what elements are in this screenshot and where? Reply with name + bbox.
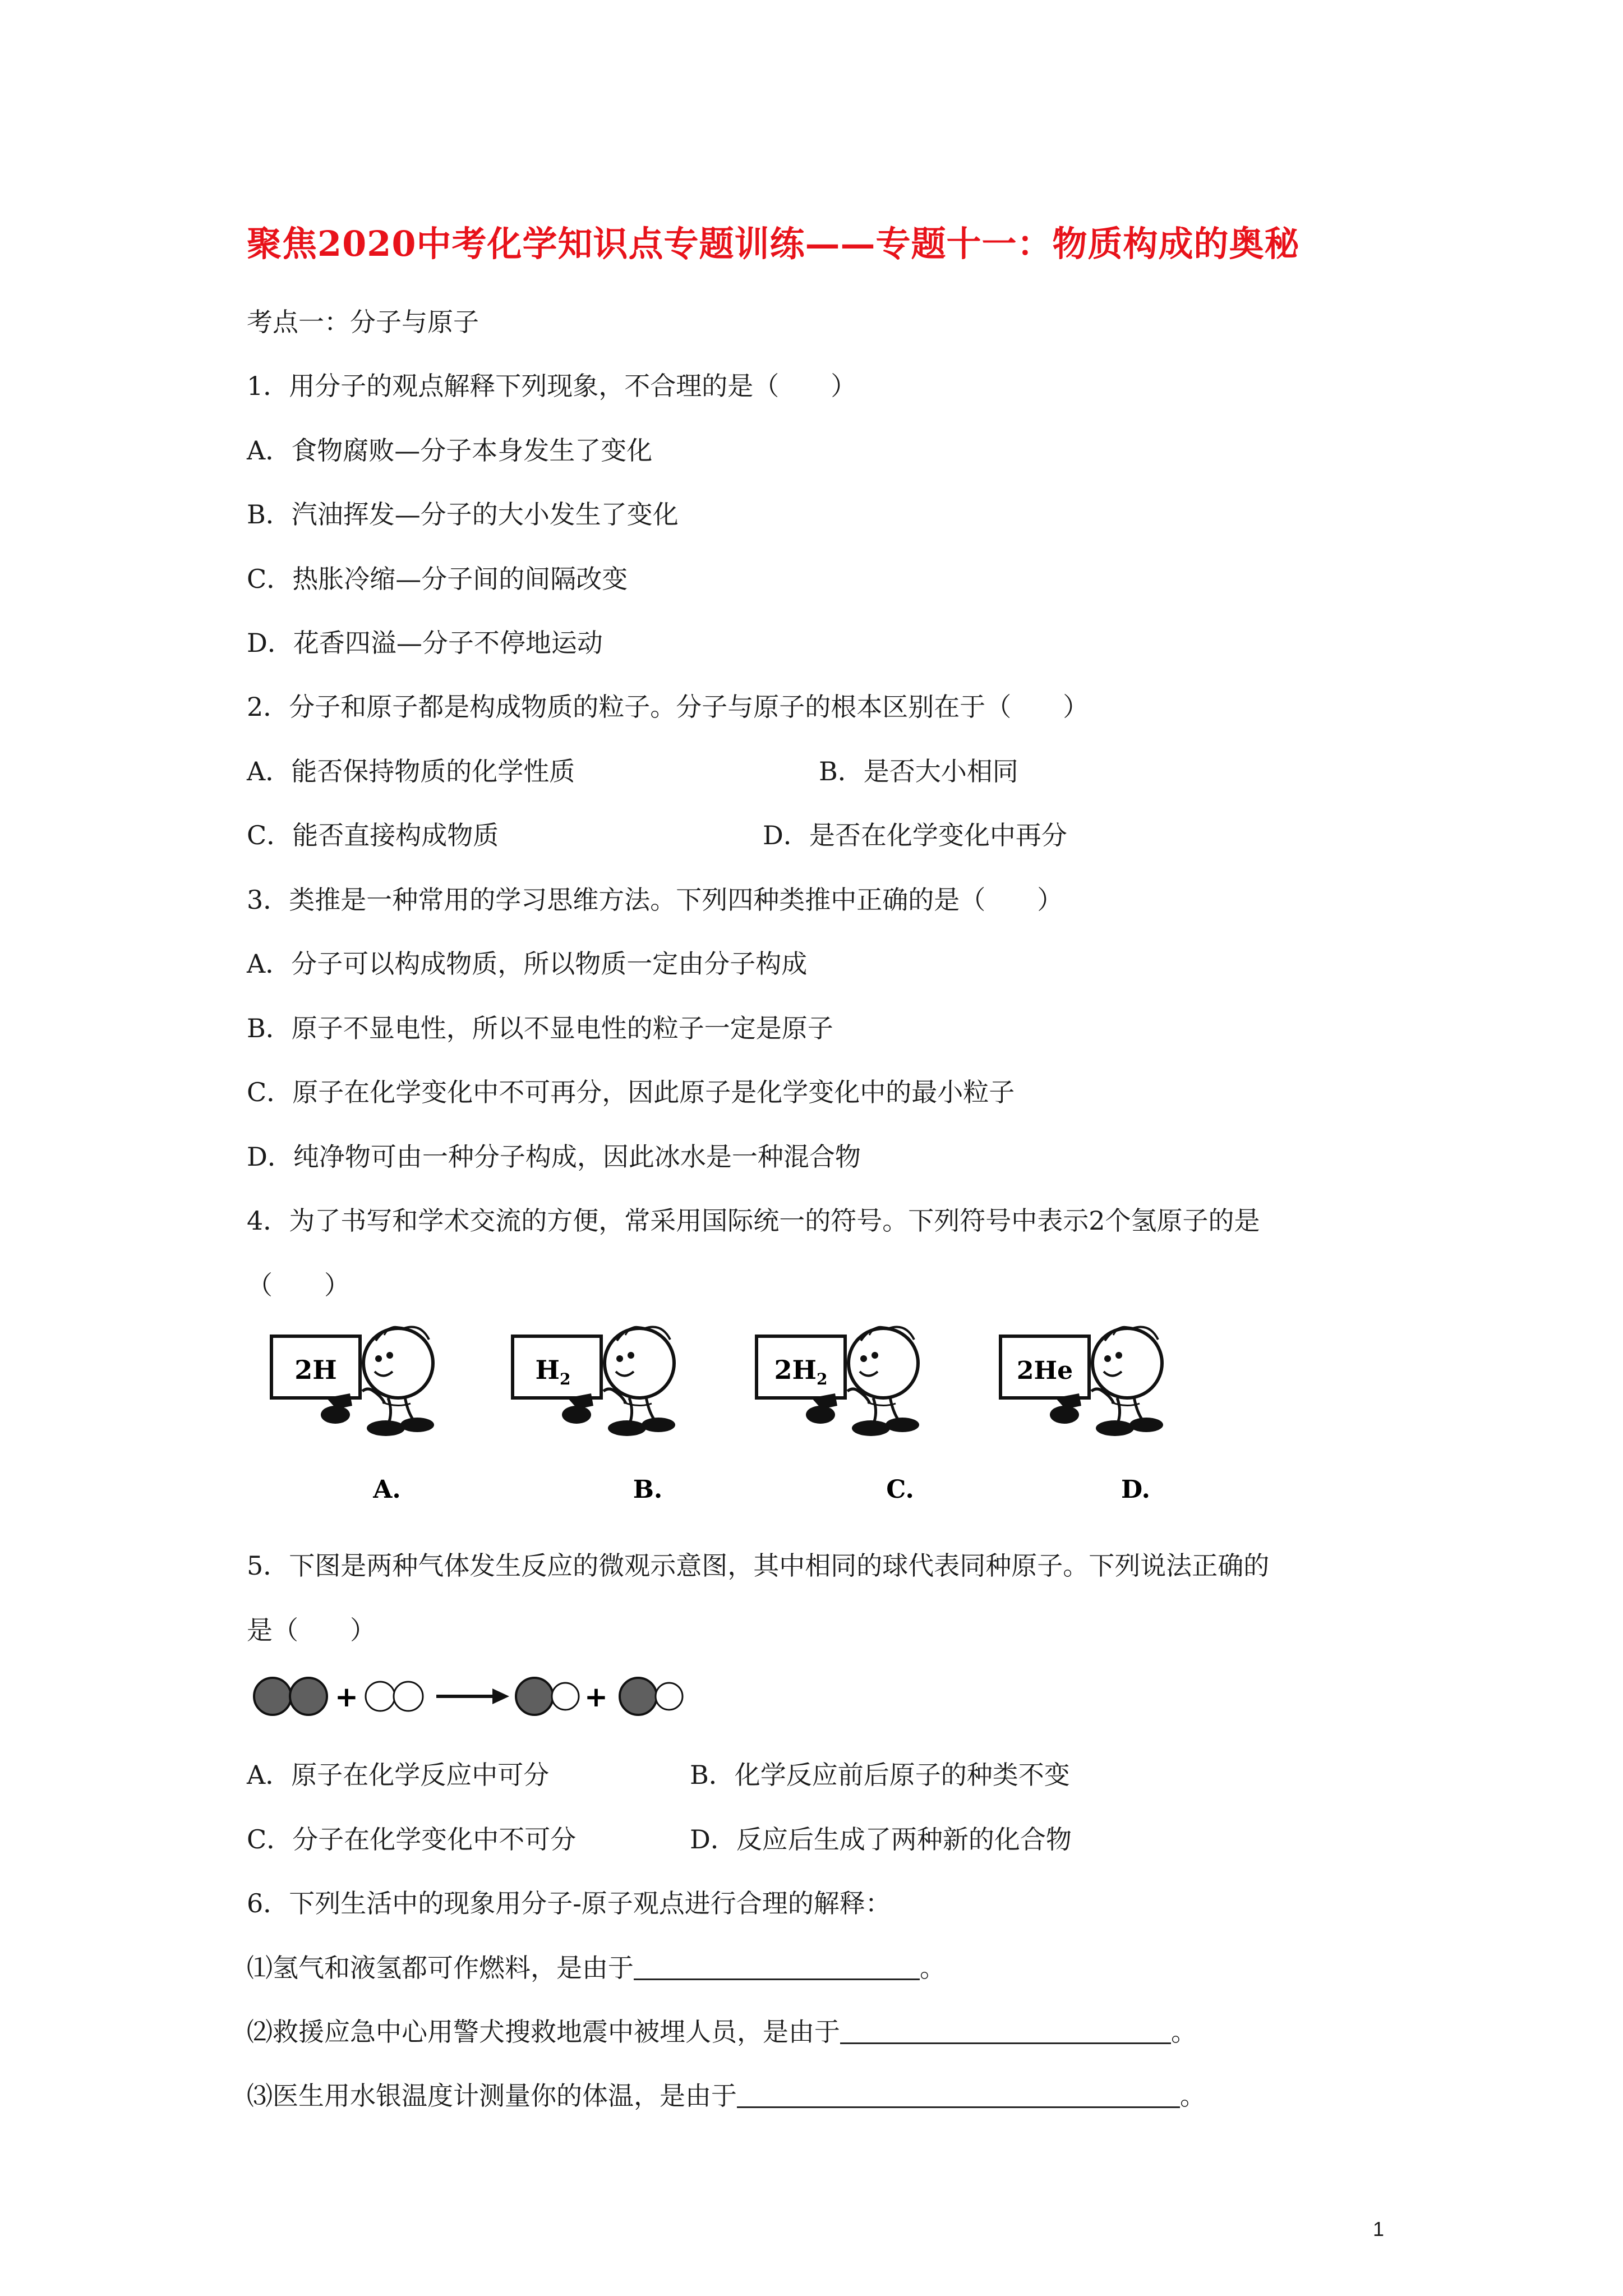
q5-option-b[interactable]: B．化学反应前后原子的种类不变 <box>690 1760 1070 1790</box>
q3-option-d[interactable]: D．纯净物可由一种分子构成，因此冰水是一种混合物 <box>247 1142 861 1172</box>
q2-option-a[interactable]: A．能否保持物质的化学性质 <box>247 756 575 786</box>
q5-option-c[interactable]: C．分子在化学变化中不可分 <box>247 1824 577 1855</box>
q6-part-1 <box>247 1948 946 1985</box>
q4-symbol-figure <box>264 1318 1217 1509</box>
q2-option-d[interactable]: D．是否在化学变化中再分 <box>763 820 1067 850</box>
q2-stem: 2．分子和原子都是构成物质的粒子。分子与原子的根本区别在于（ ） <box>247 692 1089 722</box>
q5-stem-continued: 是（ ） <box>247 1615 376 1645</box>
product-molecule-1 <box>516 1678 579 1715</box>
q1-option-c[interactable]: C．热胀冷缩—分子间的间隔改变 <box>247 564 628 594</box>
q3-option-c[interactable]: C．原子在化学变化中不可再分，因此原子是化学变化中的最小粒子 <box>247 1077 1015 1107</box>
reaction-arrow <box>436 1688 509 1704</box>
reaction-diagram <box>251 1672 722 1722</box>
q3-stem: 3．类推是一种常用的学习思维方法。下列四种类推中正确的是（ ） <box>247 885 1063 915</box>
q1-stem: 1．用分子的观点解释下列现象，不合理的是（ ） <box>247 371 857 401</box>
product-molecule-2 <box>620 1678 683 1715</box>
section-heading: 考点一：分子与原子 <box>247 307 479 337</box>
plus-sign-2: + <box>584 1681 608 1713</box>
q6-part-2-blank[interactable] <box>840 2017 1171 2044</box>
card-a[interactable] <box>271 1327 434 1504</box>
q6-part-1-blank[interactable] <box>634 1953 920 1980</box>
q6-part-3-text: ⑶医生用水银温度计测量你的体温，是由于 <box>247 2081 737 2111</box>
card-d-symbol: 2He <box>1016 1356 1073 1385</box>
q2-option-b[interactable]: B．是否大小相同 <box>819 756 1018 786</box>
plus-sign-1: + <box>335 1681 358 1713</box>
card-d-label: D. <box>1121 1475 1150 1504</box>
reactant-dark-molecule <box>254 1678 327 1715</box>
q5-option-d[interactable]: D．反应后生成了两种新的化合物 <box>690 1824 1072 1855</box>
q1-option-b[interactable]: B．汽油挥发—分子的大小发生了变化 <box>247 499 679 530</box>
q6-stem: 6．下列生活中的现象用分子-原子观点进行合理的解释： <box>247 1888 891 1918</box>
reactant-white-molecule <box>366 1682 423 1711</box>
page-number: 1 <box>1373 2217 1385 2240</box>
document-title: 聚焦2020中考化学知识点专题训练——专题十一：物质构成的奥秘 <box>247 223 1300 264</box>
q6-part-1-text: ⑴氢气和液氢都可作燃料，是由于 <box>247 1953 634 1983</box>
card-c-label: C. <box>886 1475 914 1504</box>
q2-option-c[interactable]: C．能否直接构成物质 <box>247 820 499 850</box>
q6-part-3-end: 。 <box>1180 2081 1206 2111</box>
q1-option-a[interactable]: A．食物腐败—分子本身发生了变化 <box>247 435 653 466</box>
q6-part-2-text: ⑵救援应急中心用警犬搜救地震中被埋人员，是由于 <box>247 2017 840 2047</box>
card-a-symbol: 2H <box>294 1355 337 1385</box>
q5-stem: 5．下图是两种气体发生反应的微观示意图，其中相同的球代表同种原子。下列说法正确的 <box>247 1550 1270 1581</box>
card-b[interactable] <box>513 1327 675 1504</box>
q3-option-a[interactable]: A．分子可以构成物质，所以物质一定由分子构成 <box>247 949 808 979</box>
card-a-label: A. <box>373 1475 401 1504</box>
q6-part-2-end: 。 <box>1171 2017 1197 2047</box>
card-b-symbol: $H_2$ <box>535 1355 571 1388</box>
q6-part-3-blank[interactable] <box>737 2081 1180 2108</box>
card-c[interactable] <box>757 1327 919 1504</box>
card-b-label: B. <box>633 1475 663 1504</box>
q1-option-d[interactable]: D．花香四溢—分子不停地运动 <box>247 628 603 658</box>
q6-part-2 <box>247 2012 1197 2049</box>
q6-part-1-end: 。 <box>920 1953 946 1983</box>
q4-stem-bracket: （ ） <box>247 1270 350 1300</box>
q5-option-a[interactable]: A．原子在化学反应中可分 <box>247 1760 550 1790</box>
q3-option-b[interactable]: B．原子不显电性，所以不显电性的粒子一定是原子 <box>247 1013 833 1043</box>
card-d[interactable] <box>1000 1327 1163 1504</box>
q4-stem: 4．为了书写和学术交流的方便，常采用国际统一的符号。下列符号中表示2个氢原子的是 <box>247 1205 1260 1236</box>
card-c-symbol: $2H_2$ <box>774 1355 828 1388</box>
q6-part-3 <box>247 2076 1206 2113</box>
